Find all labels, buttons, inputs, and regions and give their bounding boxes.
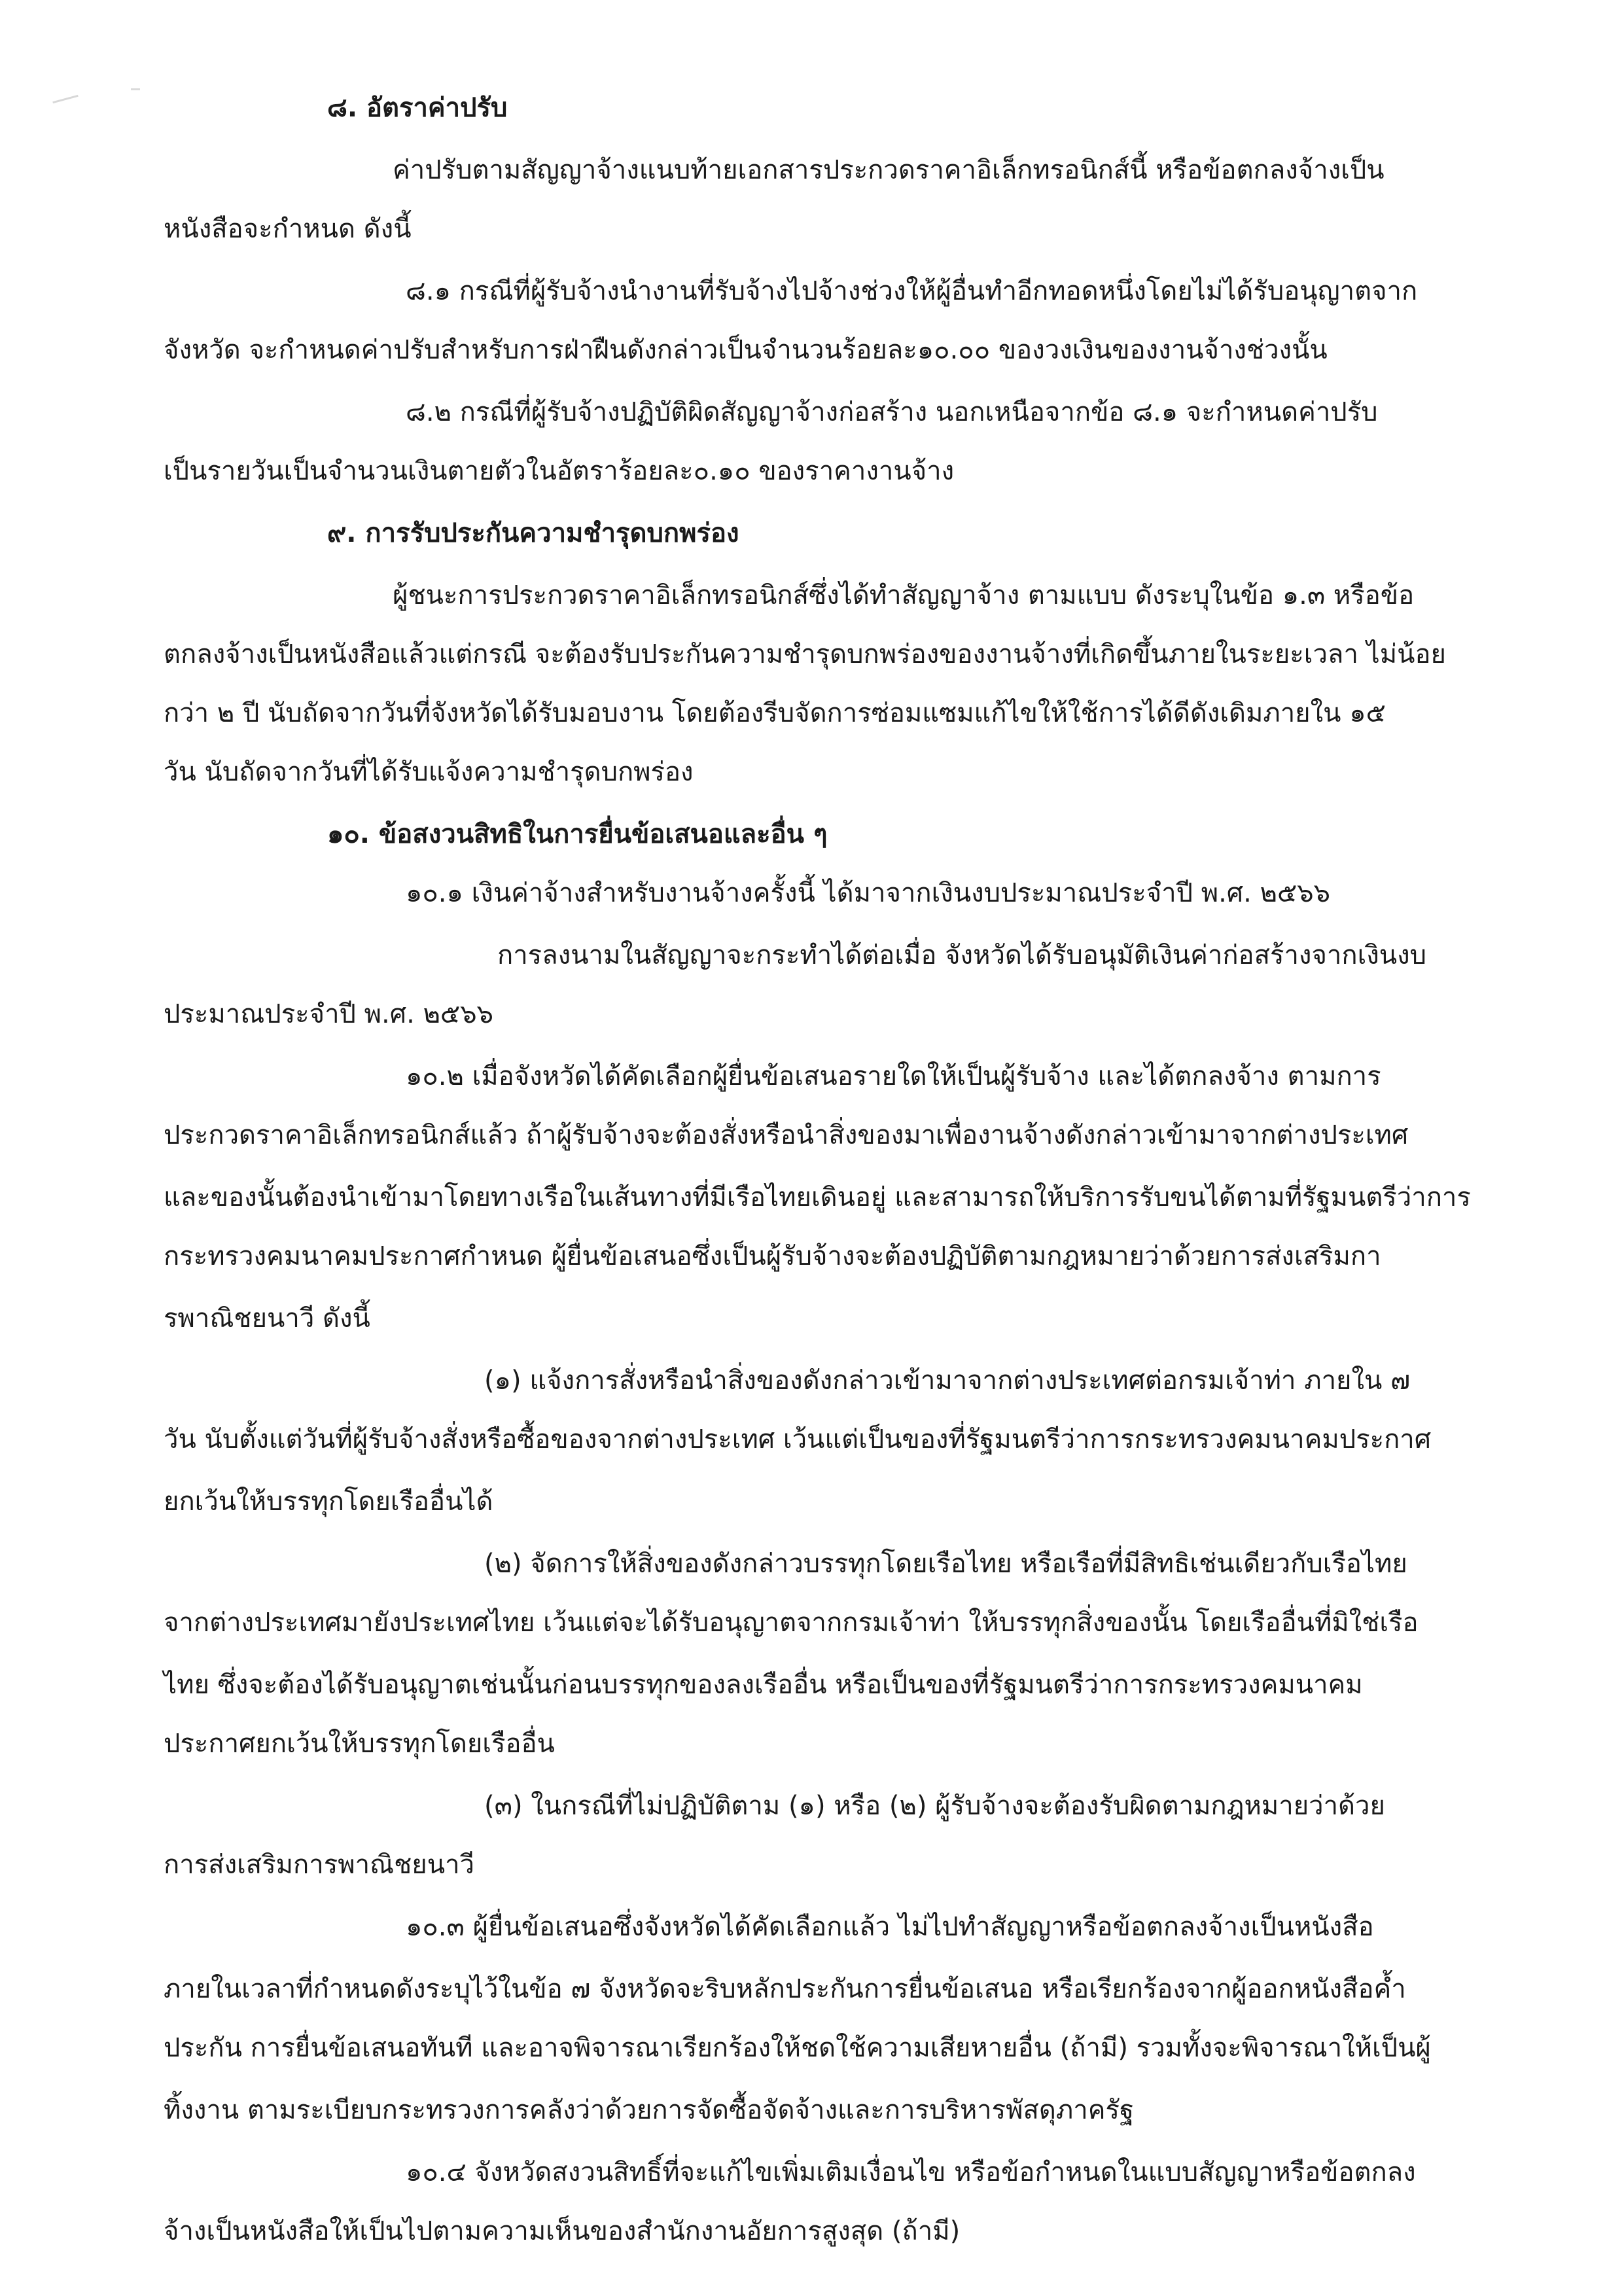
paragraph-line: จ้างเป็นหนังสือให้เป็นไปตามความเห็นของสำนักงานอัยการสูงสุด (ถ้ามี) [164,2216,961,2246]
paragraph-line: ประกวดราคาอิเล็กทรอนิกส์แล้ว ถ้าผู้รับจ้างจะต้องสั่งหรือนำสิ่งของมาเพื่องานจ้างดังกล่าวเข้ามาจากต่างประเทศ [164,1120,1409,1150]
paragraph-line: ประมาณประจำปี พ.ศ. ๒๕๖๖ [164,999,493,1029]
paragraph-line: ยกเว้นให้บรรทุกโดยเรืออื่นได้ [164,1487,493,1517]
clause-10-4: ๑๐.๔ จังหวัดสงวนสิทธิ์ที่จะแก้ไขเพิ่มเติมเงื่อนไข หรือข้อกำหนดในแบบสัญญาหรือข้อตกลง [406,2157,1416,2187]
section-9-heading: ๙. การรับประกันความชำรุดบกพร่อง [327,518,739,548]
paragraph-line: ผู้ชนะการประกวดราคาอิเล็กทรอนิกส์ซึ่งได้ทำสัญญาจ้าง ตามแบบ ดังระบุในข้อ ๑.๓ หรือข้อ [393,580,1415,610]
clause-8-2: ๘.๒ กรณีที่ผู้รับจ้างปฏิบัติผิดสัญญาจ้างก่อสร้าง นอกเหนือจากข้อ ๘.๑ จะกำหนดค่าปรับ [406,397,1378,427]
clause-10-1: ๑๐.๑ เงินค่าจ้างสำหรับงานจ้างครั้งนี้ ได้มาจากเงินงบประมาณประจำปี พ.ศ. ๒๕๖๖ [406,878,1331,908]
paragraph-line: ประกัน การยื่นข้อเสนอทันที และอาจพิจารณาเรียกร้องให้ชดใช้ความเสียหายอื่น (ถ้ามี) รวมทั้งจะพิจารณาให้เป็นผู้ [164,2033,1431,2063]
paragraph-line: หนังสือจะกำหนด ดังนี้ [164,214,412,244]
paragraph-line: วัน นับถัดจากวันที่ได้รับแจ้งความชำรุดบกพร่อง [164,757,694,787]
subclause-10-2-1: (๑) แจ้งการสั่งหรือนำสิ่งของดังกล่าวเข้ามาจากต่างประเทศต่อกรมเจ้าท่า ภายใน ๗ [484,1366,1411,1396]
paragraph-line: ค่าปรับตามสัญญาจ้างแนบท้ายเอกสารประกวดราคาอิเล็กทรอนิกส์นี้ หรือข้อตกลงจ้างเป็น [393,155,1385,185]
paragraph-line: ตกลงจ้างเป็นหนังสือแล้วแต่กรณี จะต้องรับประกันความชำรุดบกพร่องของงานจ้างที่เกิดขึ้นภายในระยะเวลา ไม่น้อย [164,639,1446,669]
scan-artifact [131,88,140,90]
paragraph-line: กระทรวงคมนาคมประกาศกำหนด ผู้ยื่นข้อเสนอซึ่งเป็นผู้รับจ้างจะต้องปฏิบัติตามกฎหมายว่าด้วยการส่งเสริมกา [164,1241,1381,1271]
subclause-10-2-2: (๒) จัดการให้สิ่งของดังกล่าวบรรทุกโดยเรือไทย หรือเรือที่มีสิทธิเช่นเดียวกับเรือไทย [484,1549,1407,1579]
paragraph-line: ประกาศยกเว้นให้บรรทุกโดยเรืออื่น [164,1729,555,1759]
scan-artifact [52,95,78,103]
paragraph-line: เป็นรายวันเป็นจำนวนเงินตายตัวในอัตราร้อยละ๐.๑๐ ของราคางานจ้าง [164,456,955,486]
paragraph-line: ทิ้งงาน ตามระเบียบกระทรวงการคลังว่าด้วยการจัดซื้อจัดจ้างและการบริหารพัสดุภาครัฐ [164,2095,1135,2125]
paragraph-line: และของนั้นต้องนำเข้ามาโดยทางเรือในเส้นทางที่มีเรือไทยเดินอยู่ และสามารถให้บริการรับขนได้ตามที่รัฐมนตรีว่าการ [164,1182,1471,1212]
section-10-heading: ๑๐. ข้อสงวนสิทธิในการยื่นข้อเสนอและอื่น ๆ [327,819,828,849]
clause-8-1: ๘.๑ กรณีที่ผู้รับจ้างนำงานที่รับจ้างไปจ้างช่วงให้ผู้อื่นทำอีกทอดหนึ่งโดยไม่ได้รับอนุญาตจาก [406,276,1418,306]
section-8-heading: ๘. อัตราค่าปรับ [327,93,508,123]
paragraph-line: จังหวัด จะกำหนดค่าปรับสำหรับการฝ่าฝืนดังกล่าวเป็นจำนวนร้อยละ๑๐.๐๐ ของวงเงินของงานจ้างช่วงนั้น [164,335,1328,365]
paragraph-line: กว่า ๒ ปี นับถัดจากวันที่จังหวัดได้รับมอบงาน โดยต้องรีบจัดการซ่อมแซมแก้ไขให้ใช้การได้ดีดังเดิมภายใน ๑๕ [164,698,1386,728]
clause-10-3: ๑๐.๓ ผู้ยื่นข้อเสนอซึ่งจังหวัดได้คัดเลือกแล้ว ไม่ไปทำสัญญาหรือข้อตกลงจ้างเป็นหนังสือ [406,1912,1374,1942]
subclause-10-2-3: (๓) ในกรณีที่ไม่ปฏิบัติตาม (๑) หรือ (๒) ผู้รับจ้างจะต้องรับผิดตามกฎหมายว่าด้วย [484,1791,1385,1821]
paragraph-line: การส่งเสริมการพาณิชยนาวี [164,1850,474,1880]
paragraph-line: วัน นับตั้งแต่วันที่ผู้รับจ้างสั่งหรือซื้อของจากต่างประเทศ เว้นแต่เป็นของที่รัฐมนตรีว่าการกระทรวงคมนาคมประกาศ [164,1424,1432,1455]
paragraph-line: ภายในเวลาที่กำหนดดังระบุไว้ในข้อ ๗ จังหวัดจะริบหลักประกันการยื่นข้อเสนอ หรือเรียกร้องจากผู้ออกหนังสือค้ำ [164,1974,1406,2004]
paragraph-line: จากต่างประเทศมายังประเทศไทย เว้นแต่จะได้รับอนุญาตจากกรมเจ้าท่า ให้บรรทุกสิ่งของนั้น โดยเรืออื่นที่มิใช่เรือ [164,1608,1419,1638]
paragraph-line: ไทย ซึ่งจะต้องได้รับอนุญาตเช่นนั้นก่อนบรรทุกของลงเรืออื่น หรือเป็นของที่รัฐมนตรีว่าการกระทรวงคมนาคม [164,1670,1363,1700]
paragraph-line: รพาณิชยนาวี ดังนี้ [164,1303,370,1333]
clause-10-2: ๑๐.๒ เมื่อจังหวัดได้คัดเลือกผู้ยื่นข้อเสนอรายใดให้เป็นผู้รับจ้าง และได้ตกลงจ้าง ตามการ [406,1061,1381,1091]
paragraph-line: การลงนามในสัญญาจะกระทำได้ต่อเมื่อ จังหวัดได้รับอนุมัติเงินค่าก่อสร้างจากเงินงบ [497,940,1427,970]
